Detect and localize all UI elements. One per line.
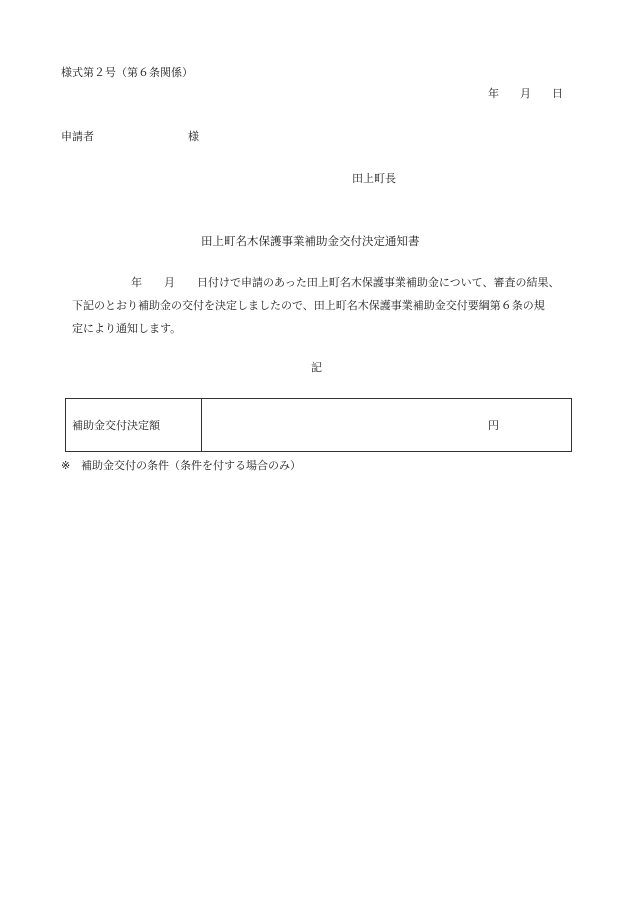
amount-label: 補助金交付決定額 bbox=[72, 419, 160, 432]
date-day: 日 bbox=[552, 87, 563, 100]
body-month: 月 bbox=[164, 276, 175, 289]
body-line-1-text: 日付けで申請のあった田上町名木保護事業補助金について、審査の結果、 bbox=[197, 276, 560, 289]
date-month: 月 bbox=[520, 87, 531, 100]
form-number: 様式第２号（第６条関係） bbox=[61, 66, 193, 79]
applicant-honorific: 様 bbox=[188, 130, 199, 143]
ki-heading: 記 bbox=[311, 361, 322, 374]
date-year: 年 bbox=[488, 87, 499, 100]
note-mark: ※ bbox=[61, 459, 71, 472]
table-divider bbox=[201, 399, 202, 451]
document-title: 田上町名木保護事業補助金交付決定通知書 bbox=[201, 234, 420, 248]
conditions-note bbox=[61, 460, 301, 471]
body-line-1 bbox=[131, 277, 559, 288]
body-year: 年 bbox=[131, 276, 142, 289]
note-text: 補助金交付の条件（条件を付する場合のみ） bbox=[81, 459, 301, 472]
body-line-2: 下記のとおり補助金の交付を決定しましたので、田上町名木保護事業補助金交付要綱第６条の規 bbox=[72, 299, 545, 312]
issuer-name: 田上町長 bbox=[352, 172, 396, 185]
body-line-3: 定により通知します。 bbox=[72, 322, 182, 335]
date-line bbox=[488, 88, 563, 99]
amount-unit: 円 bbox=[488, 419, 499, 432]
amount-table bbox=[65, 398, 572, 452]
applicant-label: 申請者 bbox=[61, 130, 94, 143]
